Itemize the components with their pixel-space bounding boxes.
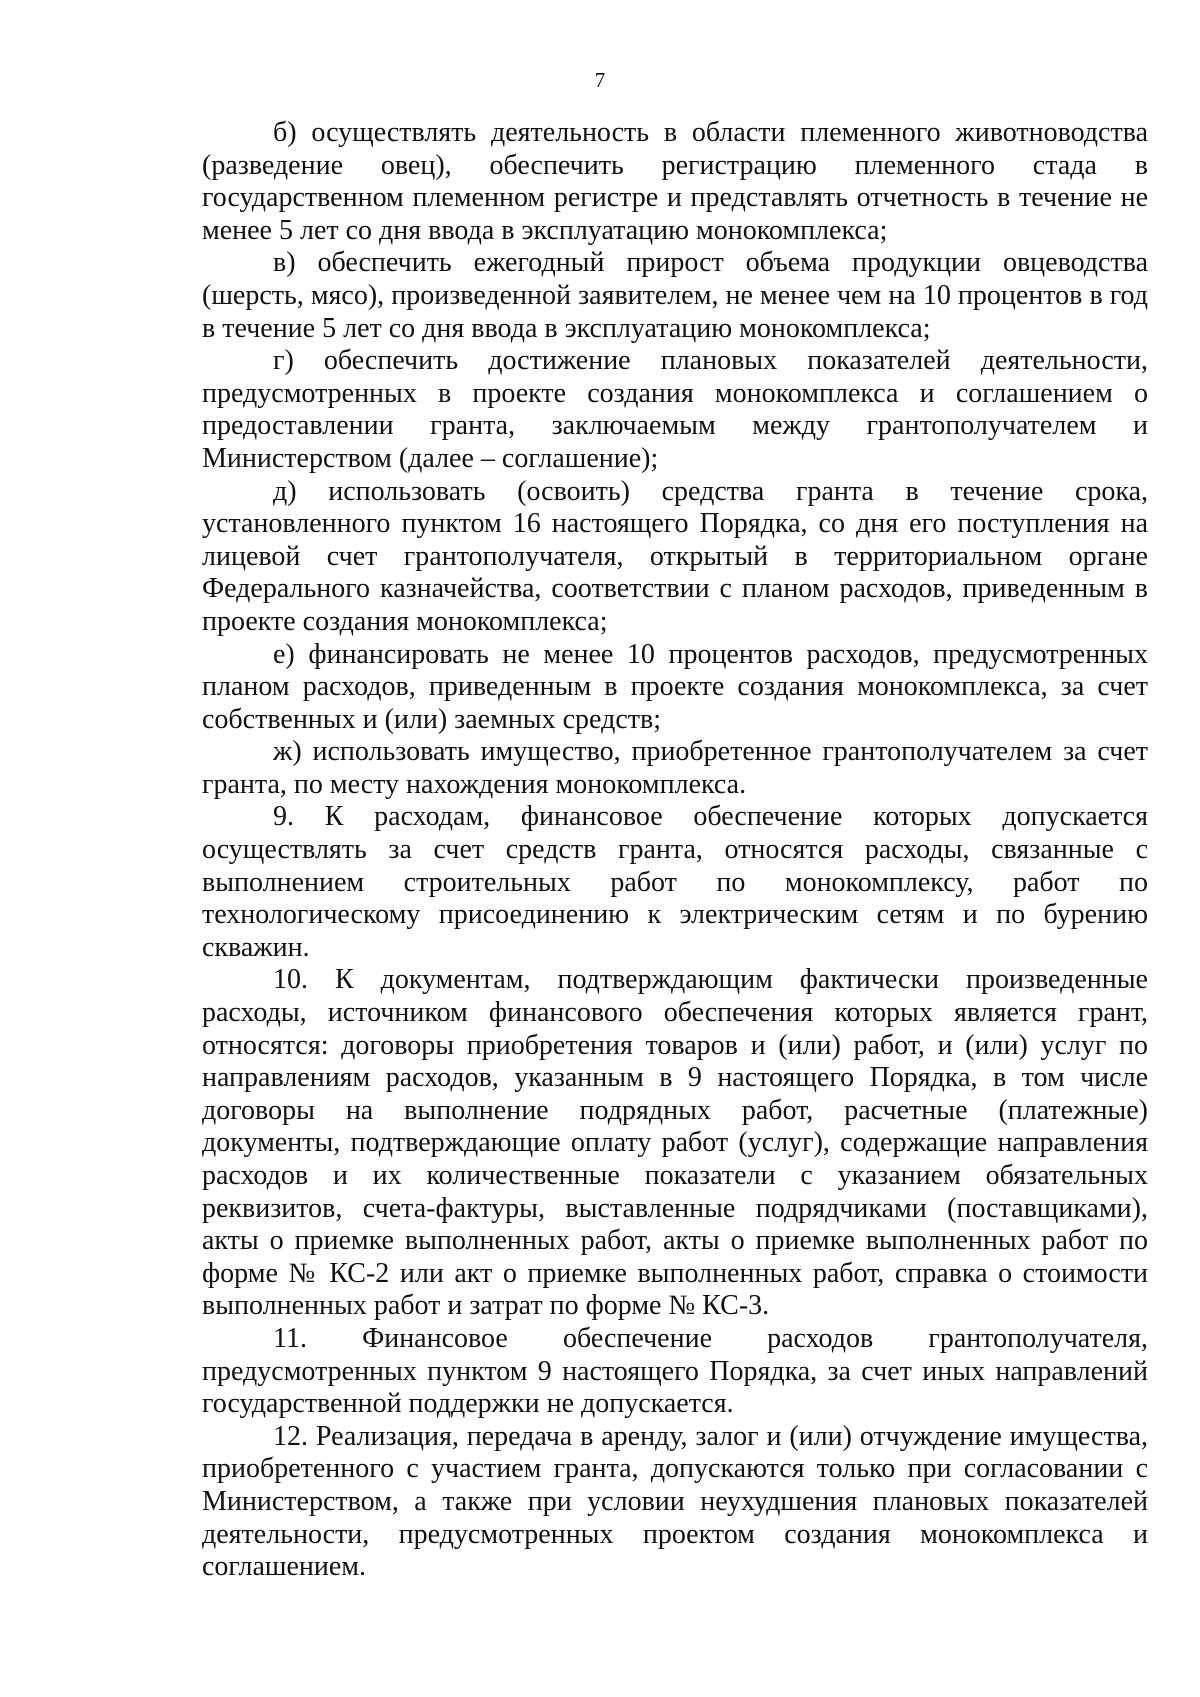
page-number: 7 <box>594 68 606 92</box>
paragraph-11: 11. Финансовое обеспечение расходов грантополучателя, предусмотренных пунктом 9 настоящего Порядка, за счет иных направлений государственной поддержки не допускается. <box>202 1322 1148 1420</box>
paragraph-12: 12. Реализация, передача в аренду, залог и (или) отчуждение имущества, приобретенного с участием гранта, допускаются только при согласовании с Министерством, а также при условии неухудшения плановых показателей деятельности, предусмотренных проектом создания монокомплекса и соглашением. <box>202 1420 1148 1583</box>
paragraph-10: 10. К документам, подтверждающим фактически произведенные расходы, источником финансового обеспечения которых является грант, относятся: договоры приобретения товаров и (или) работ, и (или) услуг по направлениям расходов, указанным в 9 настоящего Порядка, в том числе договоры на выполнение подрядных работ, расчетные (платежные) документы, подтверждающие оплату работ (услуг), содержащие направления расходов и их количественные показатели с указанием обязательных реквизитов, счета-фактуры, выставленные подрядчиками (поставщиками), акты о приемке выполненных работ, акты о приемке выполненных работ по форме № КС-2 или акт о приемке выполненных работ, справка о стоимости выполненных работ и затрат по форме № КС-3. <box>202 964 1148 1322</box>
paragraph-9: 9. К расходам, финансовое обеспечение которых допускается осуществлять за счет средств гранта, относятся расходы, связанные с выполнением строительных работ по монокомплексу, работ по технологическому присоединению к электрическим сетям и по бурению скважин. <box>202 801 1148 963</box>
paragraph-b: б) осуществлять деятельность в области племенного животноводства (разведение овец), обеспечить регистрацию племенного стада в государственном племенном регистре и представлять отчетность в течение не менее 5 лет со дня ввода в эксплуатацию монокомплекса; <box>202 117 1148 246</box>
paragraph-g: г) обеспечить достижение плановых показателей деятельности, предусмотренных в проекте создания монокомплекса и соглашением о предоставлении гранта, заключаемым между грантополучателем и Министерством (далее – соглашение); <box>202 345 1148 474</box>
document-body <box>202 117 1148 1584</box>
paragraph-d: д) использовать (освоить) средства гранта в течение срока, установленного пунктом 16 настоящего Порядка, со дня его поступления на лицевой счет грантополучателя, открытый в территориальном органе Федерального казначейства, соответствии с планом расходов, приведенным в проекте создания монокомплекса; <box>202 475 1148 637</box>
paragraph-zh: ж) использовать имущество, приобретенное грантополучателем за счет гранта, по месту нахождения монокомплекса. <box>202 736 1148 800</box>
paragraph-e: е) финансировать не менее 10 процентов расходов, предусмотренных планом расходов, приведенным в проекте создания монокомплекса, за счет собственных и (или) заемных средств; <box>202 638 1148 735</box>
paragraph-v: в) обеспечить ежегодный прирост объема продукции овцеводства (шерсть, мясо), произведенной заявителем, не менее чем на 10 процентов в год в течение 5 лет со дня ввода в эксплуатацию монокомплекса; <box>202 247 1148 344</box>
